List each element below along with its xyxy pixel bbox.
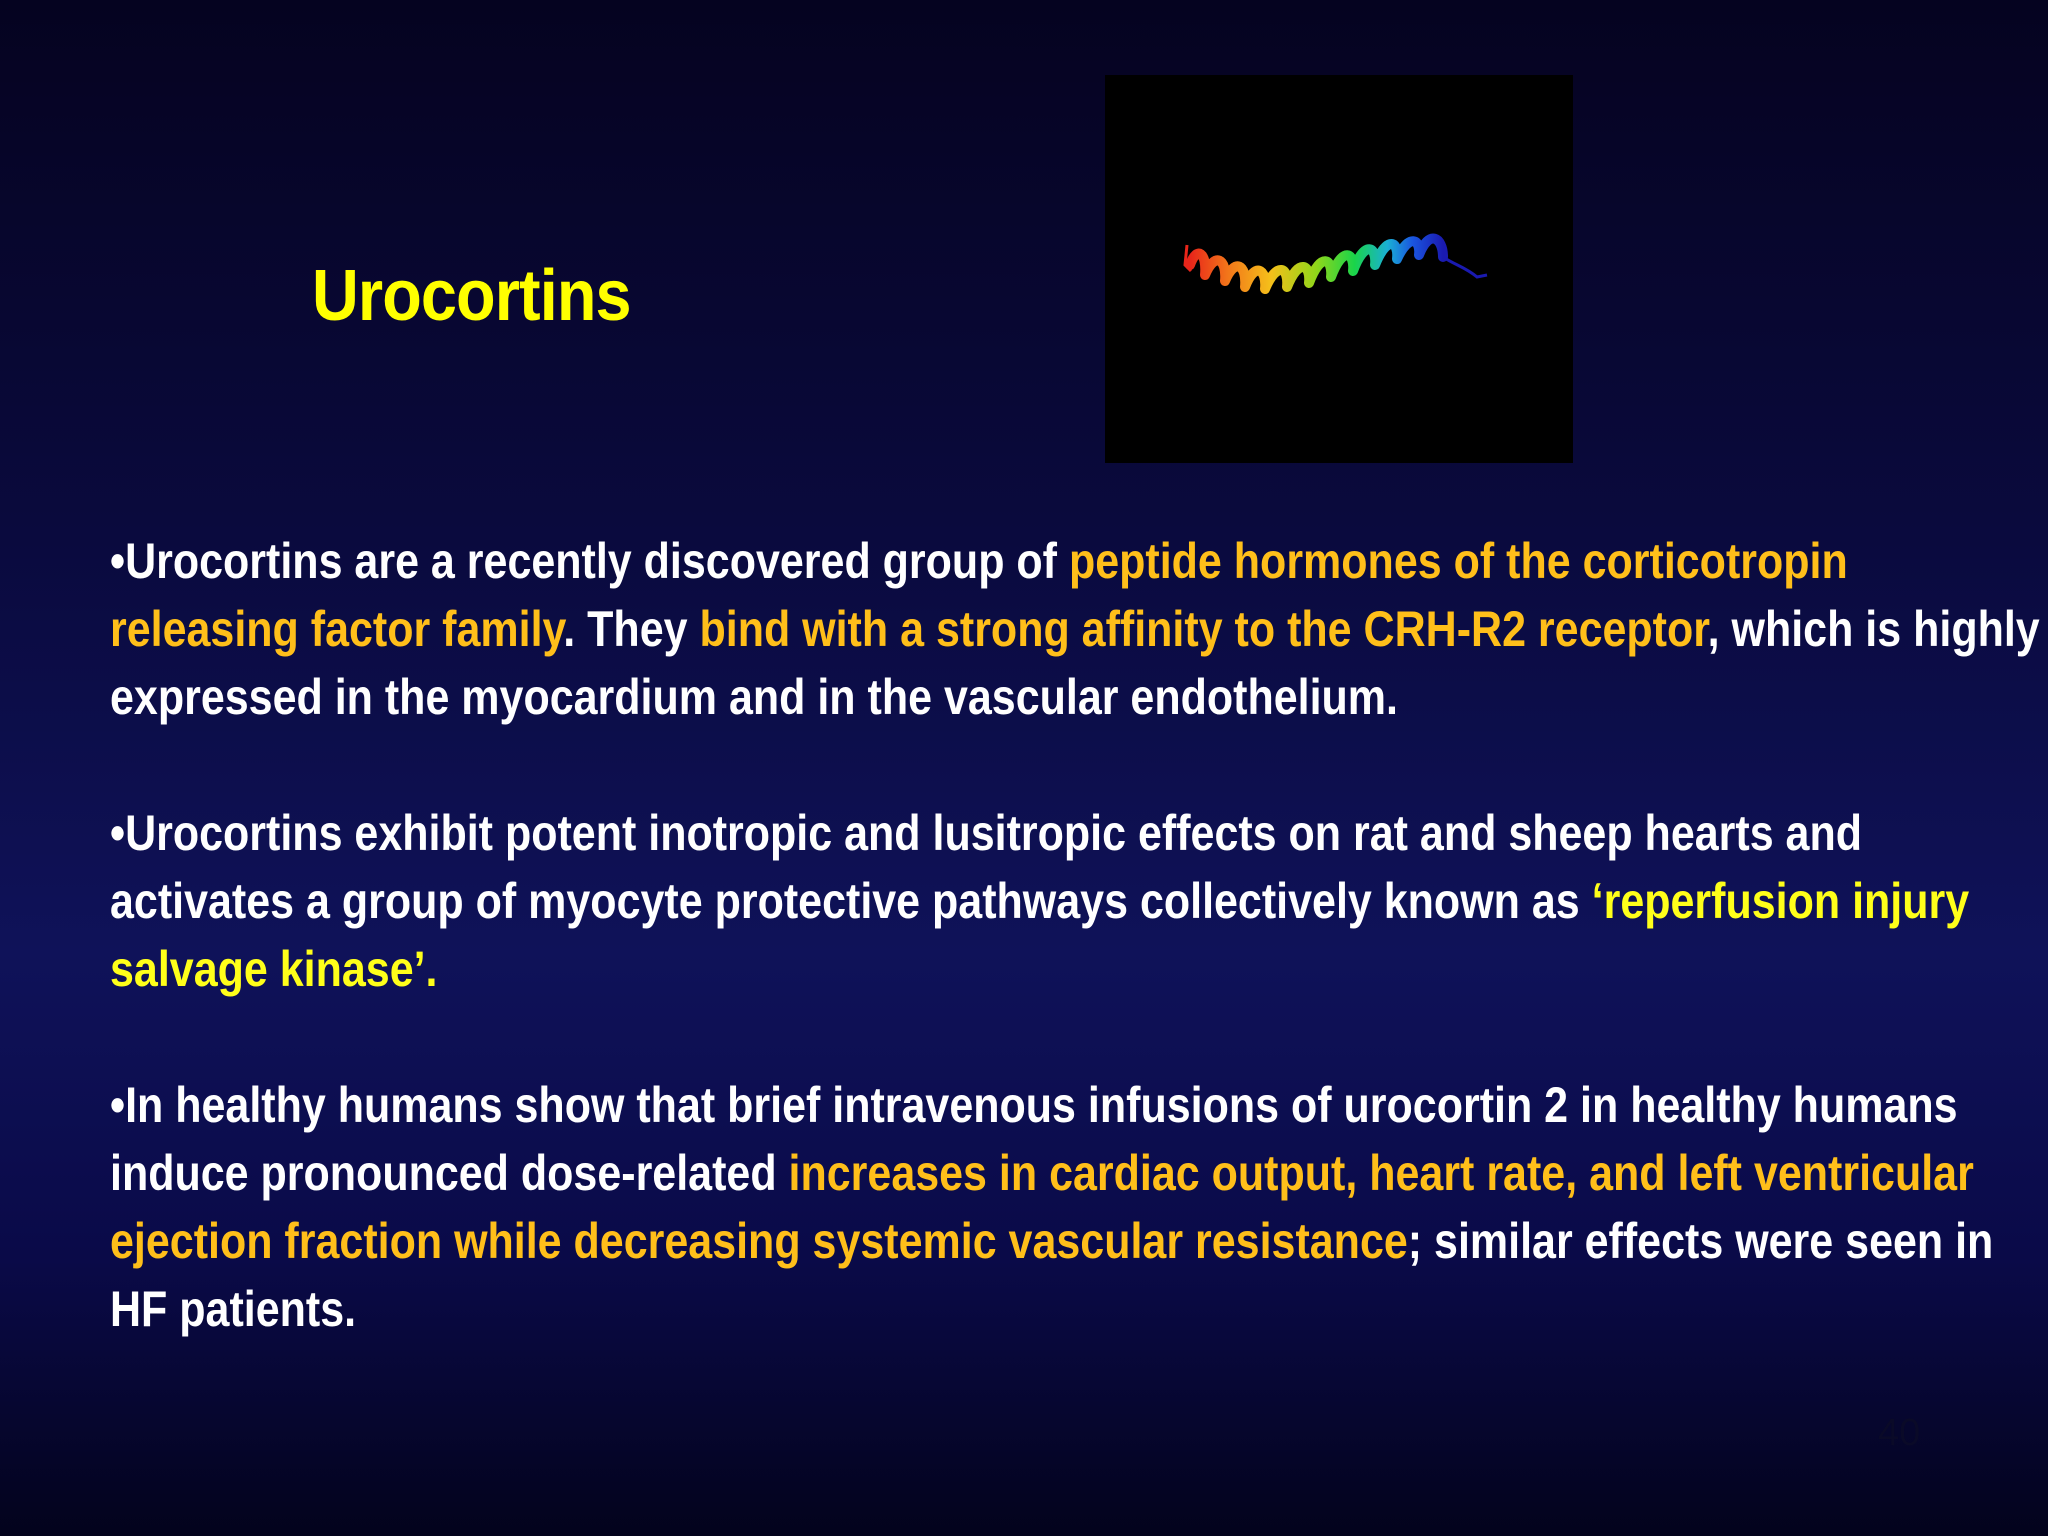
bullet-marker: • [110,805,126,861]
highlighted-text: bind with a strong affinity to the CRH-R2 receptor [699,601,1708,657]
slide-body [110,527,2045,1343]
bullet-paragraph-1 [110,527,2045,731]
highlighted-text: increases in cardiac output, heart rate, and left ventricular ejection fraction while decreasing systemic vascular resistance [110,1145,1974,1269]
paragraph-text: , which is highly expressed in the myocardium and in the vascular endothelium. [110,601,2040,725]
paragraph-text: Urocortins are a recently discovered group of [125,533,1069,589]
slide-title: Urocortins [312,256,631,336]
highlighted-text: peptide hormones of the corticotropin releasing factor family [110,533,1848,657]
highlighted-text: ‘reperfusion injury salvage kinase’. [110,873,1970,997]
bullet-paragraph-2 [110,799,2045,1003]
protein-helix-icon [1105,75,1573,463]
paragraph-text: In healthy humans show that brief intravenous infusions of urocortin 2 in healthy humans induce pronounced dose-related [110,1077,1958,1201]
paragraph-text: Urocortins exhibit potent inotropic and lusitropic effects on rat and sheep hearts and activates a group of myocyte protective pathways collectively known as [110,805,1863,929]
paragraph-text: . They [563,601,700,657]
bullet-paragraph-3 [110,1071,2045,1343]
bullet-marker: • [110,1077,126,1133]
bullet-marker: • [110,533,126,589]
page-number: 40 [1878,1412,1921,1454]
protein-structure-image [1105,75,1573,463]
paragraph-text: ; similar effects were seen in HF patients. [110,1213,1994,1337]
